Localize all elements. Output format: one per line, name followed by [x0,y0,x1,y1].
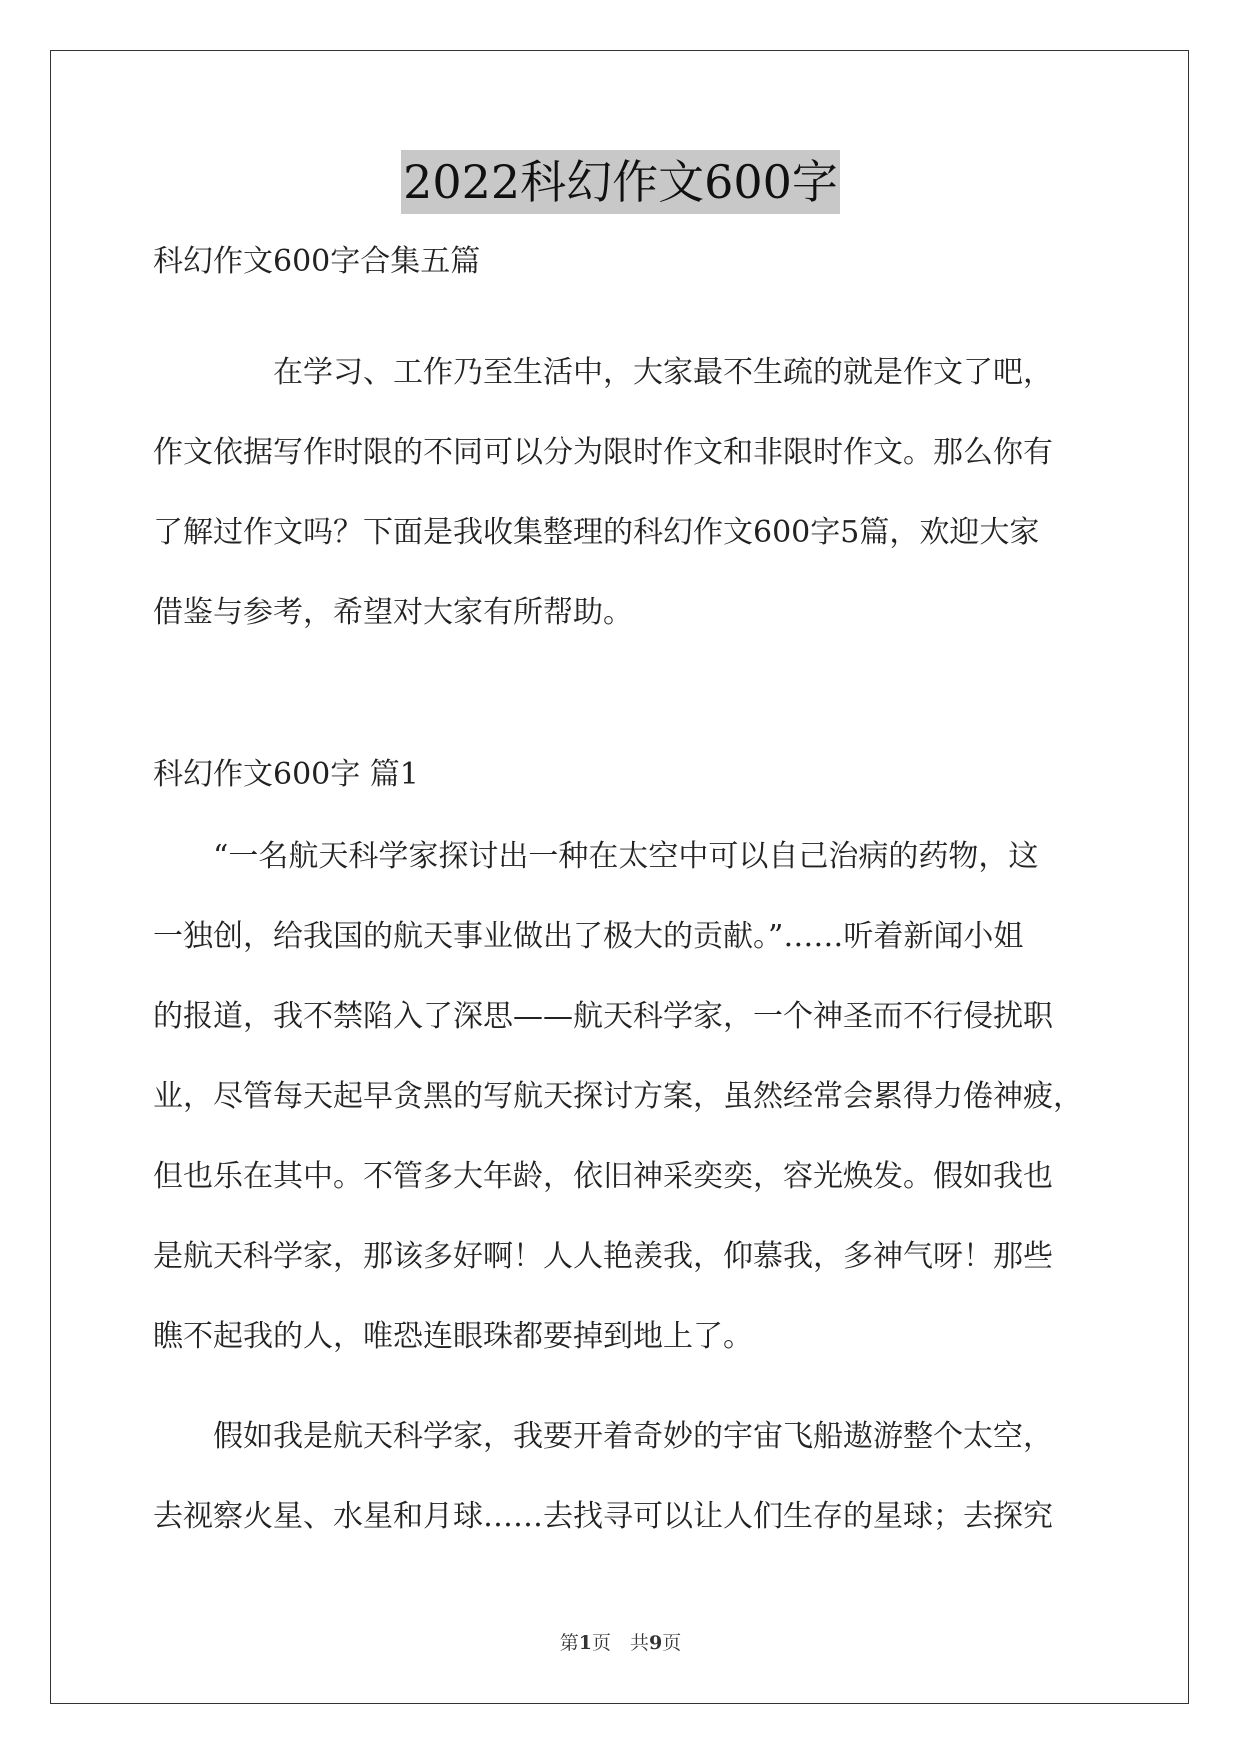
paragraph1-line-7: 瞧不起我的人，唯恐连眼珠都要掉到地上了。 [153,1319,753,1354]
document-title: 2022科幻作文600字 [401,150,840,214]
intro-line-2: 作文依据写作时限的不同可以分为限时作文和非限时作文。那么你有 [153,435,1053,470]
paragraph1-line-3: 的报道，我不禁陷入了深思——航天科学家，一个神圣而不行侵扰职 [153,999,1053,1034]
document-subtitle: 科幻作文600字合集五篇 [153,244,481,279]
intro-line-3: 了解过作文吗？下面是我收集整理的科幻作文600字5篇，欢迎大家 [153,515,1040,550]
footer-page-number: 1 [578,1632,592,1654]
intro-line-1: 在学习、工作乃至生活中，大家最不生疏的就是作文了吧， [273,355,1053,390]
title-container [0,150,1241,214]
footer-suffix: 页 [662,1632,682,1654]
footer-total-pages: 9 [649,1632,663,1654]
intro-line-4: 借鉴与参考，希望对大家有所帮助。 [153,595,633,630]
paragraph2-line-2: 去视察火星、水星和月球……去找寻可以让人们生存的星球；去探究 [153,1499,1053,1534]
paragraph1-line-2: 一独创，给我国的航天事业做出了极大的贡献。”……听着新闻小姐 [153,919,1024,954]
footer-prefix: 第 [559,1632,579,1654]
paragraph1-line-5: 但也乐在其中。不管多大年龄，依旧神采奕奕，容光焕发。假如我也 [153,1159,1053,1194]
section-heading: 科幻作文600字 篇1 [153,757,419,792]
paragraph1-line-4: 业，尽管每天起早贪黑的写航天探讨方案，虽然经常会累得力倦神疲， [153,1079,1083,1114]
paragraph1-line-6: 是航天科学家，那该多好啊！人人艳羡我，仰慕我，多神气呀！那些 [153,1239,1053,1274]
paragraph1-line-1: “一名航天科学家探讨出一种在太空中可以自己治病的药物，这 [213,839,1039,874]
page-footer [0,1628,1241,1655]
paragraph2-line-1: 假如我是航天科学家，我要开着奇妙的宇宙飞船遨游整个太空， [213,1419,1053,1454]
footer-mid: 页 共 [591,1632,649,1654]
